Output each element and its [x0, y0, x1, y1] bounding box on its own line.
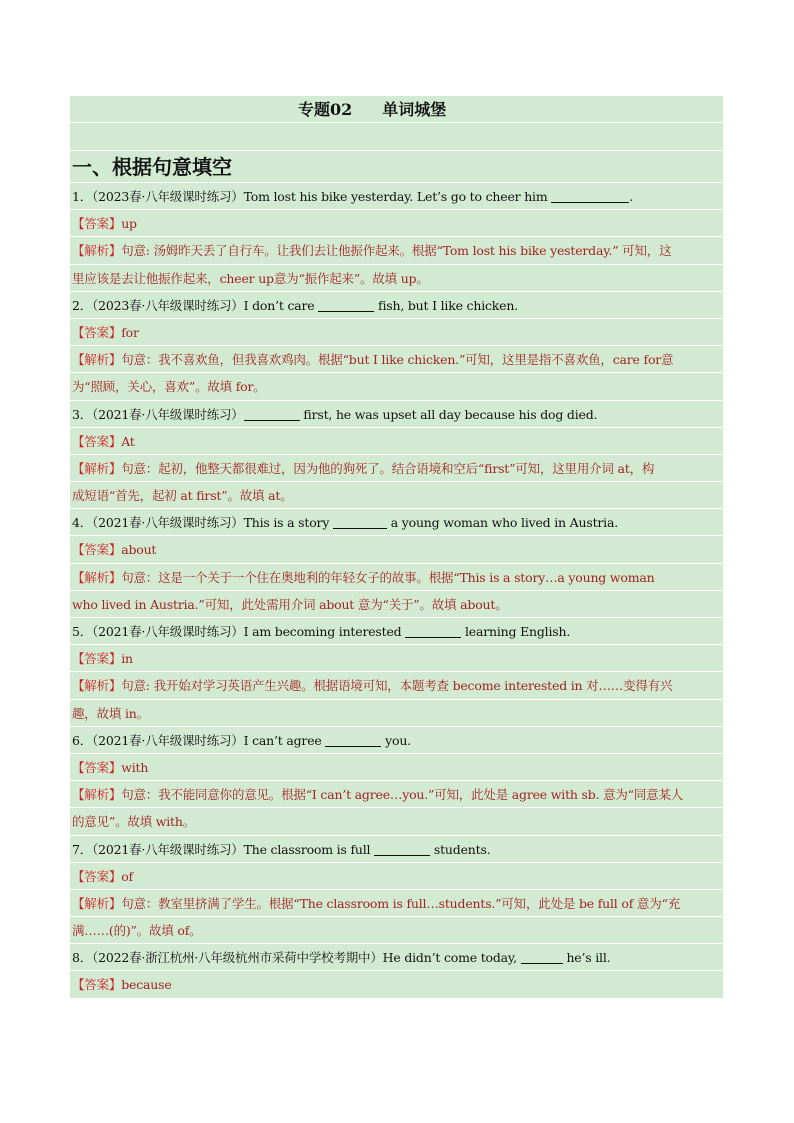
answer-tag: 【答案】	[72, 324, 122, 340]
question-3: 3．（2021春·八年级课时练习） first, he was upset all day because his dog died.	[70, 401, 723, 428]
topic-number: 专题02	[298, 100, 353, 119]
answer-tag: 【答案】	[72, 651, 122, 667]
answer-tag: 【答案】	[72, 433, 122, 449]
answer-tag: 【答案】	[72, 868, 122, 884]
answer-tag: 【答案】	[72, 542, 122, 558]
explanation-1: 【解析】句意: 汤姆昨天丢了自行车。让我们去让他振作起来。根据“Tom lost his bike yesterday.” 可知，这	[70, 237, 723, 264]
answer-blank	[333, 514, 387, 529]
answer-blank	[405, 623, 461, 638]
answer-1: 【答案】up	[70, 210, 723, 237]
explanation-tag: 【解析】	[72, 895, 122, 911]
spacer-line	[70, 123, 723, 151]
answer-tag: 【答案】	[72, 759, 122, 775]
page-title	[70, 96, 723, 123]
explanation-4-cont: who lived in Austria.”可知，此处需用介词 about 意为“关于”。故填 about。	[70, 591, 723, 618]
answer-6: 【答案】with	[70, 754, 723, 781]
explanation-7: 【解析】句意：教室里挤满了学生。根据“The classroom is full…students.”可知，此处是 be full of 意为“充	[70, 890, 723, 917]
explanation-tag: 【解析】	[72, 569, 122, 585]
explanation-2-cont: 为“照顾，关心，喜欢”。故填 for。	[70, 373, 723, 400]
answer-blank	[325, 732, 381, 747]
question-7: 7．（2021春·八年级课时练习）The classroom is full students.	[70, 836, 723, 863]
answer-3: 【答案】At	[70, 428, 723, 455]
question-4: 4．（2021春·八年级课时练习）This is a story a young woman who lived in Austria.	[70, 509, 723, 536]
explanation-tag: 【解析】	[72, 460, 122, 476]
explanation-7-cont: 满……(的)”。故填 of。	[70, 917, 723, 944]
document-page	[70, 96, 723, 999]
answer-tag: 【答案】	[72, 977, 122, 993]
answer-5: 【答案】in	[70, 645, 723, 672]
answer-4: 【答案】about	[70, 536, 723, 563]
topic-name: 单词城堡	[382, 100, 447, 119]
explanation-tag: 【解析】	[72, 352, 122, 368]
explanation-2: 【解析】句意：我不喜欢鱼，但我喜欢鸡肉。根据“but I like chicken.”可知，这里是指不喜欢鱼，care for意	[70, 346, 723, 373]
answer-blank	[374, 841, 430, 856]
explanation-tag: 【解析】	[72, 243, 122, 259]
answer-blank	[244, 406, 300, 421]
explanation-tag: 【解析】	[72, 787, 122, 803]
explanation-4: 【解析】句意：这是一个关于一个住在奥地利的年轻女子的故事。根据“This is a story…a young woman	[70, 564, 723, 591]
explanation-6: 【解析】句意：我不能同意你的意见。根据“I can’t agree…you.”可知，此处是 agree with sb. 意为“同意某人	[70, 781, 723, 808]
answer-2: 【答案】for	[70, 319, 723, 346]
explanation-6-cont: 的意见”。故填 with。	[70, 808, 723, 835]
question-5: 5．（2021春·八年级课时练习）I am becoming interested learning English.	[70, 618, 723, 645]
answer-7: 【答案】of	[70, 863, 723, 890]
answer-tag: 【答案】	[72, 216, 122, 232]
explanation-3-cont: 成短语“首先，起初 at first”。故填 at。	[70, 482, 723, 509]
answer-blank	[551, 188, 629, 203]
section-heading: 一、根据句意填空	[70, 151, 723, 183]
answer-8: 【答案】because	[70, 971, 723, 998]
explanation-5: 【解析】句意: 我开始对学习英语产生兴趣。根据语境可知，本题考查 become interested in 对……变得有兴	[70, 672, 723, 699]
answer-blank	[521, 949, 563, 964]
question-1: 1．（2023春·八年级课时练习）Tom lost his bike yesterday. Let’s go to cheer him .	[70, 183, 723, 210]
explanation-5-cont: 趣，故填 in。	[70, 700, 723, 727]
answer-blank	[318, 297, 374, 312]
explanation-1-cont: 里应该是去让他振作起来，cheer up意为“振作起来”。故填 up。	[70, 265, 723, 292]
explanation-tag: 【解析】	[72, 678, 122, 694]
explanation-3: 【解析】句意：起初，他整天都很难过，因为他的狗死了。结合语境和空后“first”可知，这里用介词 at，构	[70, 455, 723, 482]
question-2: 2．（2023春·八年级课时练习）I don’t care fish, but I like chicken.	[70, 292, 723, 319]
question-8: 8．（2022春·浙江杭州·八年级杭州市采荷中学校考期中）He didn’t come today, he’s ill.	[70, 944, 723, 971]
question-6: 6．（2021春·八年级课时练习）I can’t agree you.	[70, 727, 723, 754]
